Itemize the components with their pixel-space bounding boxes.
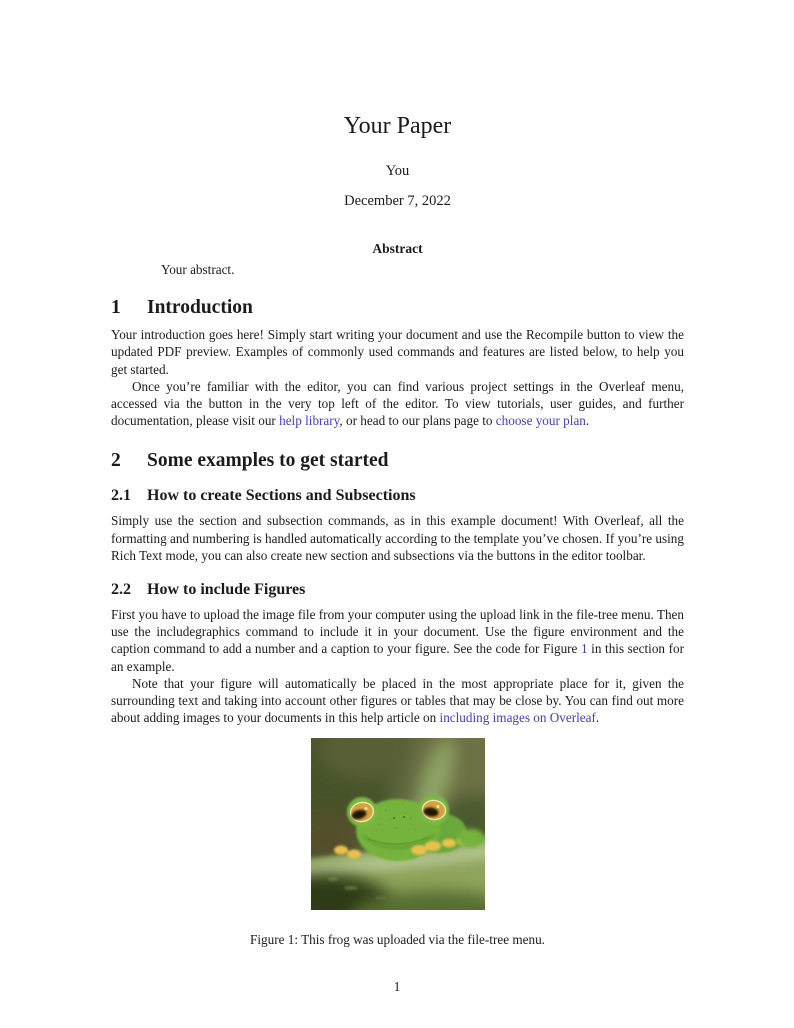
- intro-p2-text-a: Once you’re familiar with the editor, you can find various project settings in the Overleaf menu, accessed via the button in the very top left of the editor. To view tutorials, user guides, and further documentation, please visit our: [111, 378, 684, 429]
- section-1-number: 1: [111, 297, 121, 319]
- intro-paragraph-1: Your introduction goes here! Simply start writing your document and use the Recompile button to view the updated PDF preview. Examples of commonly used commands and features are listed below, to help you get started.: [111, 327, 684, 377]
- abstract-text: Your abstract.: [161, 262, 235, 277]
- section-1-heading: [111, 296, 684, 319]
- section-2-heading: [111, 449, 684, 472]
- date: December 7, 2022: [344, 193, 451, 209]
- intro-paragraph-2: [111, 378, 684, 430]
- subsection-2-2-number: 2.2: [111, 581, 131, 599]
- figure-1: [111, 738, 684, 948]
- figures-p1-text-a: First you have to upload the image file from your computer using the upload link in the file-tree menu. Then use the includegraphics command to include it in your document. Use the figure environment and the caption command to add a number and a caption to your figure. See the code for Figure: [111, 607, 684, 657]
- figures-paragraph-1: [111, 606, 684, 675]
- figures-paragraph-2: [111, 675, 684, 727]
- subsection-2-2-title: How to include Figures: [147, 581, 306, 599]
- page-number: 1: [393, 979, 401, 994]
- abstract-heading: Abstract: [372, 241, 423, 256]
- frog-photo: [311, 738, 485, 910]
- subsection-2-1-heading: [111, 486, 684, 505]
- section-1-title: Introduction: [147, 297, 253, 319]
- figures-p2-text-b: .: [595, 710, 600, 726]
- sections-paragraph: Simply use the section and subsection commands, as in this example document! With Overleaf, all the formatting and numbering is handled automatically according to the template you’ve chosen. If you’re using Rich Text mode, you can also create new section and subsections via the buttons in the editor toolbar.: [111, 513, 684, 563]
- title-block: [111, 0, 684, 210]
- section-2-title: Some examples to get started: [147, 450, 389, 472]
- page-title: Your Paper: [343, 113, 452, 139]
- subsection-2-2-heading: [111, 580, 684, 599]
- intro-p2-text-c: .: [585, 413, 590, 429]
- figure-caption: Figure 1: This frog was uploaded via the file-tree menu.: [250, 932, 545, 948]
- help-library-link[interactable]: help library: [279, 413, 340, 429]
- intro-p2-text-b: , or head to our plans page to: [339, 413, 496, 429]
- subsection-2-1-title: How to create Sections and Subsections: [147, 487, 416, 505]
- figure-1-ref-link[interactable]: 1: [581, 641, 588, 657]
- including-images-link[interactable]: including images on Overleaf: [439, 710, 596, 726]
- subsection-2-1-number: 2.1: [111, 487, 131, 505]
- section-2-number: 2: [111, 450, 121, 472]
- figures-p1-text-b: in this section for an example.: [111, 641, 684, 674]
- choose-your-plan-link[interactable]: choose your plan: [495, 413, 586, 429]
- figures-p2-text-a: Note that your figure will automatically be placed in the most appropriate place for it, given the surrounding text and taking into account other figures or tables that may be close by. You can find out more about adding images to your documents in this help article on: [111, 675, 684, 726]
- author: You: [385, 163, 410, 179]
